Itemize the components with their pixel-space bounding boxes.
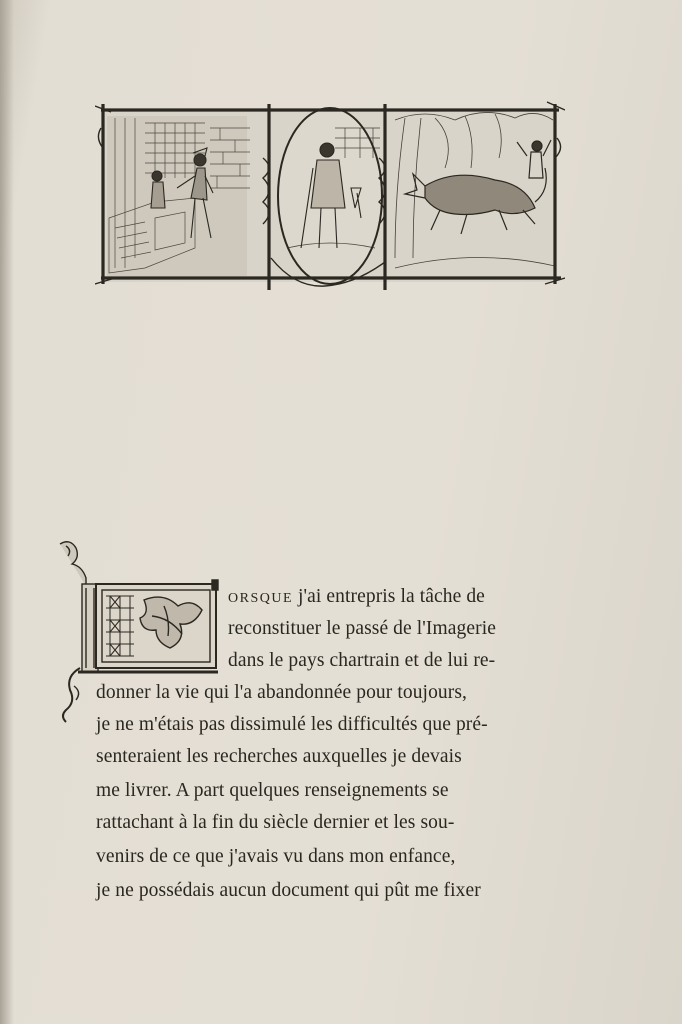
text-line-8: rattachant à la fin du siècle dernier et les sou-: [96, 812, 455, 833]
first-word: orsque: [228, 586, 294, 607]
text-line-9: venirs de ce que j'avais vu dans mon enfance,: [96, 846, 456, 867]
text-line-6: senteraient les recherches auxquelles je devais: [96, 746, 462, 767]
text-line-2: reconstituer le passé de l'Imagerie: [228, 618, 496, 639]
text-line-10: je ne possédais aucun document qui pût me fixer: [96, 880, 481, 901]
line-1-rest: j'ai entrepris la tâche de: [293, 586, 485, 607]
text-line-5: je ne m'étais pas dissimulé les difficultés que pré-: [96, 714, 488, 735]
gutter-shadow: [0, 0, 14, 1024]
text-line-4: donner la vie qui l'a abandonnée pour toujours,: [96, 682, 468, 703]
text-line-3: dans le pays chartrain et de lui re-: [228, 650, 496, 671]
header-vignette: [95, 98, 565, 294]
text-line-7: me livrer. A part quelques renseignements se: [96, 780, 449, 801]
text-line-1: [228, 586, 485, 608]
